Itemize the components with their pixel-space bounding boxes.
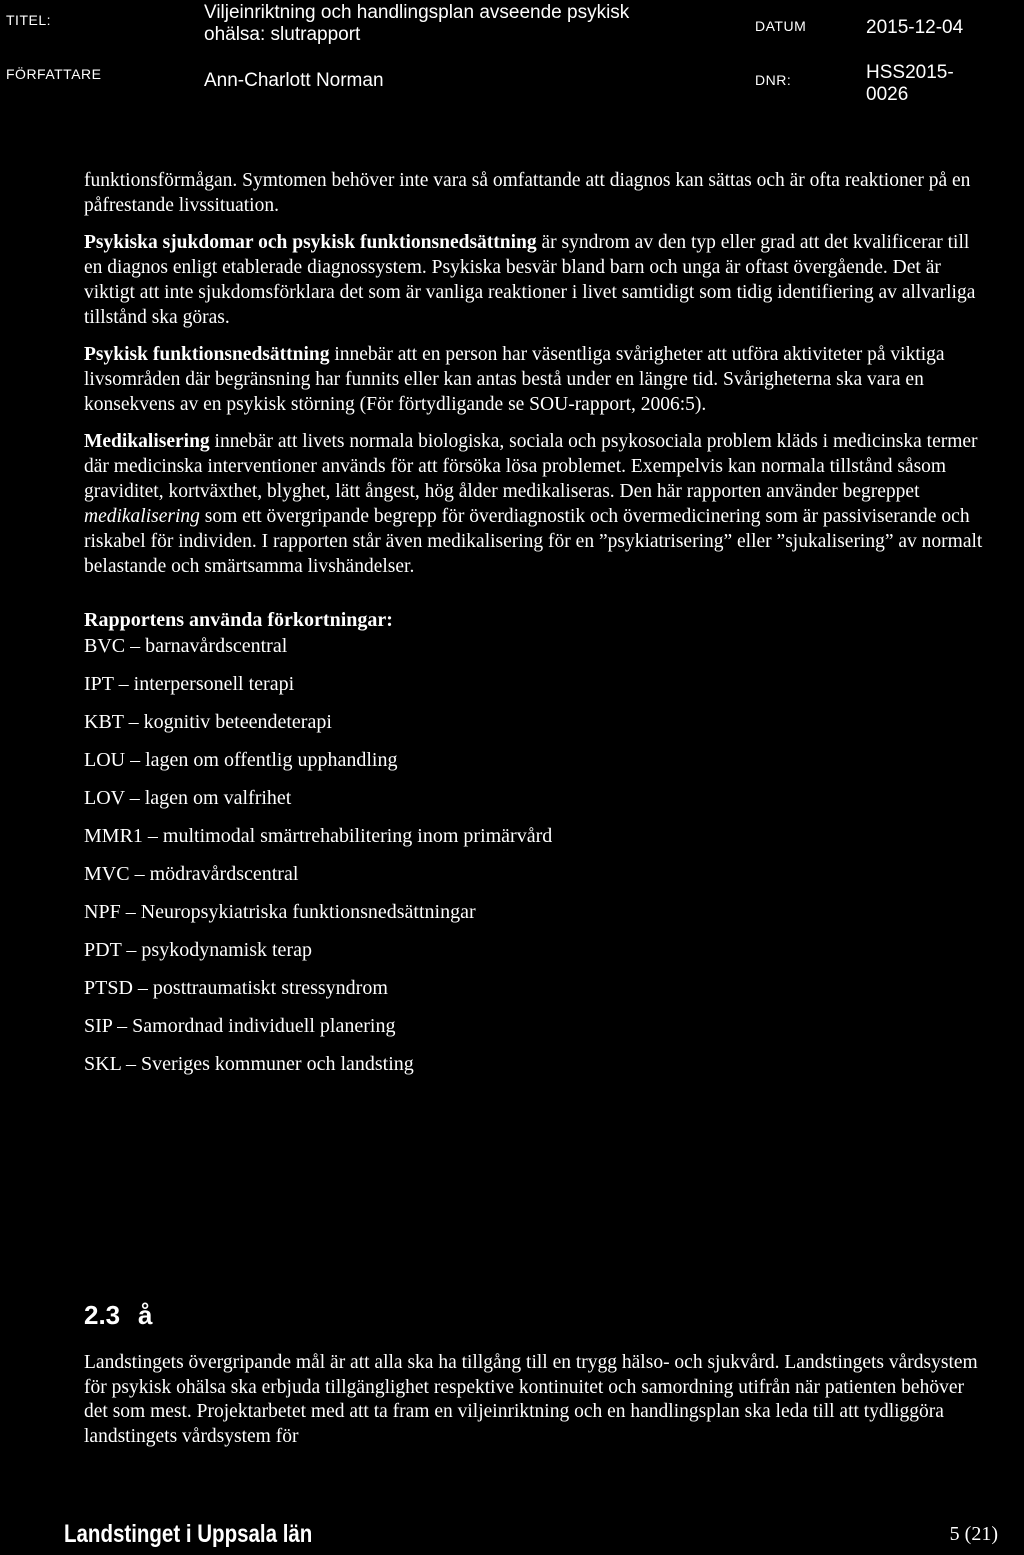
page-number: 5 (21) bbox=[949, 1523, 998, 1545]
paragraph-medikalisering bbox=[84, 429, 984, 579]
abbreviation-item: SIP – Samordnad individuell planering bbox=[84, 1015, 396, 1037]
italic-medikalisering: medikalisering bbox=[84, 506, 200, 527]
author-value: Ann-Charlott Norman bbox=[204, 70, 384, 91]
paragraph-psykiska-sjukdomar bbox=[84, 230, 984, 330]
dnr-value bbox=[866, 62, 954, 106]
definition-psykiska-sjukdomar: är syndrom av den typ eller grad att det kvalificerar till en diagnos enligt etablerade diagnossystem. Psykiska besvär bland barn och unga är oftast övergående. Det är viktigt att inte sjukdomsförklara det som är vanliga reaktioner i livet samtidigt som tidig identifiering av allvarliga tillstånd ska göras. bbox=[84, 232, 976, 328]
section-number: 2.3 bbox=[84, 1300, 121, 1330]
organization-logo-text: Landstinget i Uppsala län bbox=[64, 1520, 313, 1548]
dnr-line1: HSS2015- bbox=[866, 62, 954, 83]
definition-medikalisering-b: som ett övergripande begrepp för överdiagnostik och övermedicinering som är passiviserande och riskabel för individen. I rapporten står även medikalisering för en ”psykiatrisering” eller ”sjukalisering” av normalt belastande och smärtsamma livshändelser. bbox=[84, 506, 983, 577]
document-title-line2: ohälsa: slutrapport bbox=[204, 24, 361, 45]
section-paragraph: Landstingets övergripande mål är att alla ska ha tillgång till en trygg hälso- och sjukvård. Landstingets vårdsystem för psykisk ohälsa ska erbjuda tillgänglighet respektive kontinuitet och samordning utifrån när patienten behöver det som mest. Projektarbetet med att ta fram en viljeinriktning och en handlingsplan ska leda till att tydliggöra landstingets vårdsystem för bbox=[84, 1352, 978, 1447]
title-label: TITEL: bbox=[6, 12, 52, 28]
document-body bbox=[84, 168, 984, 1089]
abbreviation-item: LOV – lagen om valfrihet bbox=[84, 787, 292, 809]
abbreviations-list bbox=[84, 633, 984, 1089]
abbreviation-item: IPT – interpersonell terapi bbox=[84, 673, 295, 695]
paragraph-psykisk-funktionsnedsattning bbox=[84, 342, 984, 417]
term-medikalisering: Medikalisering bbox=[84, 431, 210, 452]
paragraph-intro: funktionsförmågan. Symtomen behöver inte vara så omfattande att diagnos kan sättas och är ofta reaktioner på en påfrestande livssituation. bbox=[84, 170, 971, 216]
abbreviation-item: NPF – Neuropsykiatriska funktionsnedsättningar bbox=[84, 901, 476, 923]
abbreviation-item: PTSD – posttraumatiskt stressyndrom bbox=[84, 977, 388, 999]
term-psykiska-sjukdomar: Psykiska sjukdomar och psykisk funktionsnedsättning bbox=[84, 232, 537, 253]
section-heading bbox=[84, 1300, 152, 1331]
abbreviations-title: Rapportens använda förkortningar: bbox=[84, 609, 393, 631]
document-title bbox=[204, 2, 629, 46]
definition-psykisk-funktionsnedsattning: innebär att en person har väsentliga svårigheter att utföra aktiviteter på viktiga livsområden där begränsning har funnits eller kan antas bestå under en längre tid. Svårigheterna ska vara en konsekvens av en psykisk störning (För förtydligande se SOU-rapport, 2006:5). bbox=[84, 344, 945, 415]
abbreviation-item: LOU – lagen om offentlig upphandling bbox=[84, 749, 398, 771]
definition-medikalisering-a: innebär att livets normala biologiska, sociala och psykosociala problem kläds i medicinska termer där medicinska interventioner används för att försöka lösa problemet. Exempelvis kan normala tillstånd såsom graviditet, kortväxthet, blyghet, lätt ångest, hög ålder medikaliseras. Den här rapporten använder begreppet bbox=[84, 431, 978, 502]
dnr-line2: 0026 bbox=[866, 84, 909, 105]
abbreviation-item: MMR1 – multimodal smärtrehabilitering inom primärvård bbox=[84, 825, 553, 847]
author-label: FÖRFATTARE bbox=[6, 66, 102, 82]
abbreviation-item: SKL – Sveriges kommuner och landsting bbox=[84, 1053, 414, 1075]
date-label: DATUM bbox=[755, 18, 807, 34]
document-title-line1: Viljeinriktning och handlingsplan avseende psykisk bbox=[204, 2, 630, 23]
abbreviation-item: PDT – psykodynamisk terap bbox=[84, 939, 312, 961]
dnr-label: DNR: bbox=[755, 72, 792, 88]
abbreviation-item: BVC – barnavårdscentral bbox=[84, 635, 288, 657]
abbreviation-item: KBT – kognitiv beteendeterapi bbox=[84, 711, 332, 733]
term-psykisk-funktionsnedsattning: Psykisk funktionsnedsättning bbox=[84, 344, 330, 365]
abbreviation-item: MVC – mödravårdscentral bbox=[84, 863, 299, 885]
date-value: 2015-12-04 bbox=[866, 17, 964, 38]
section-title: å bbox=[138, 1300, 153, 1330]
